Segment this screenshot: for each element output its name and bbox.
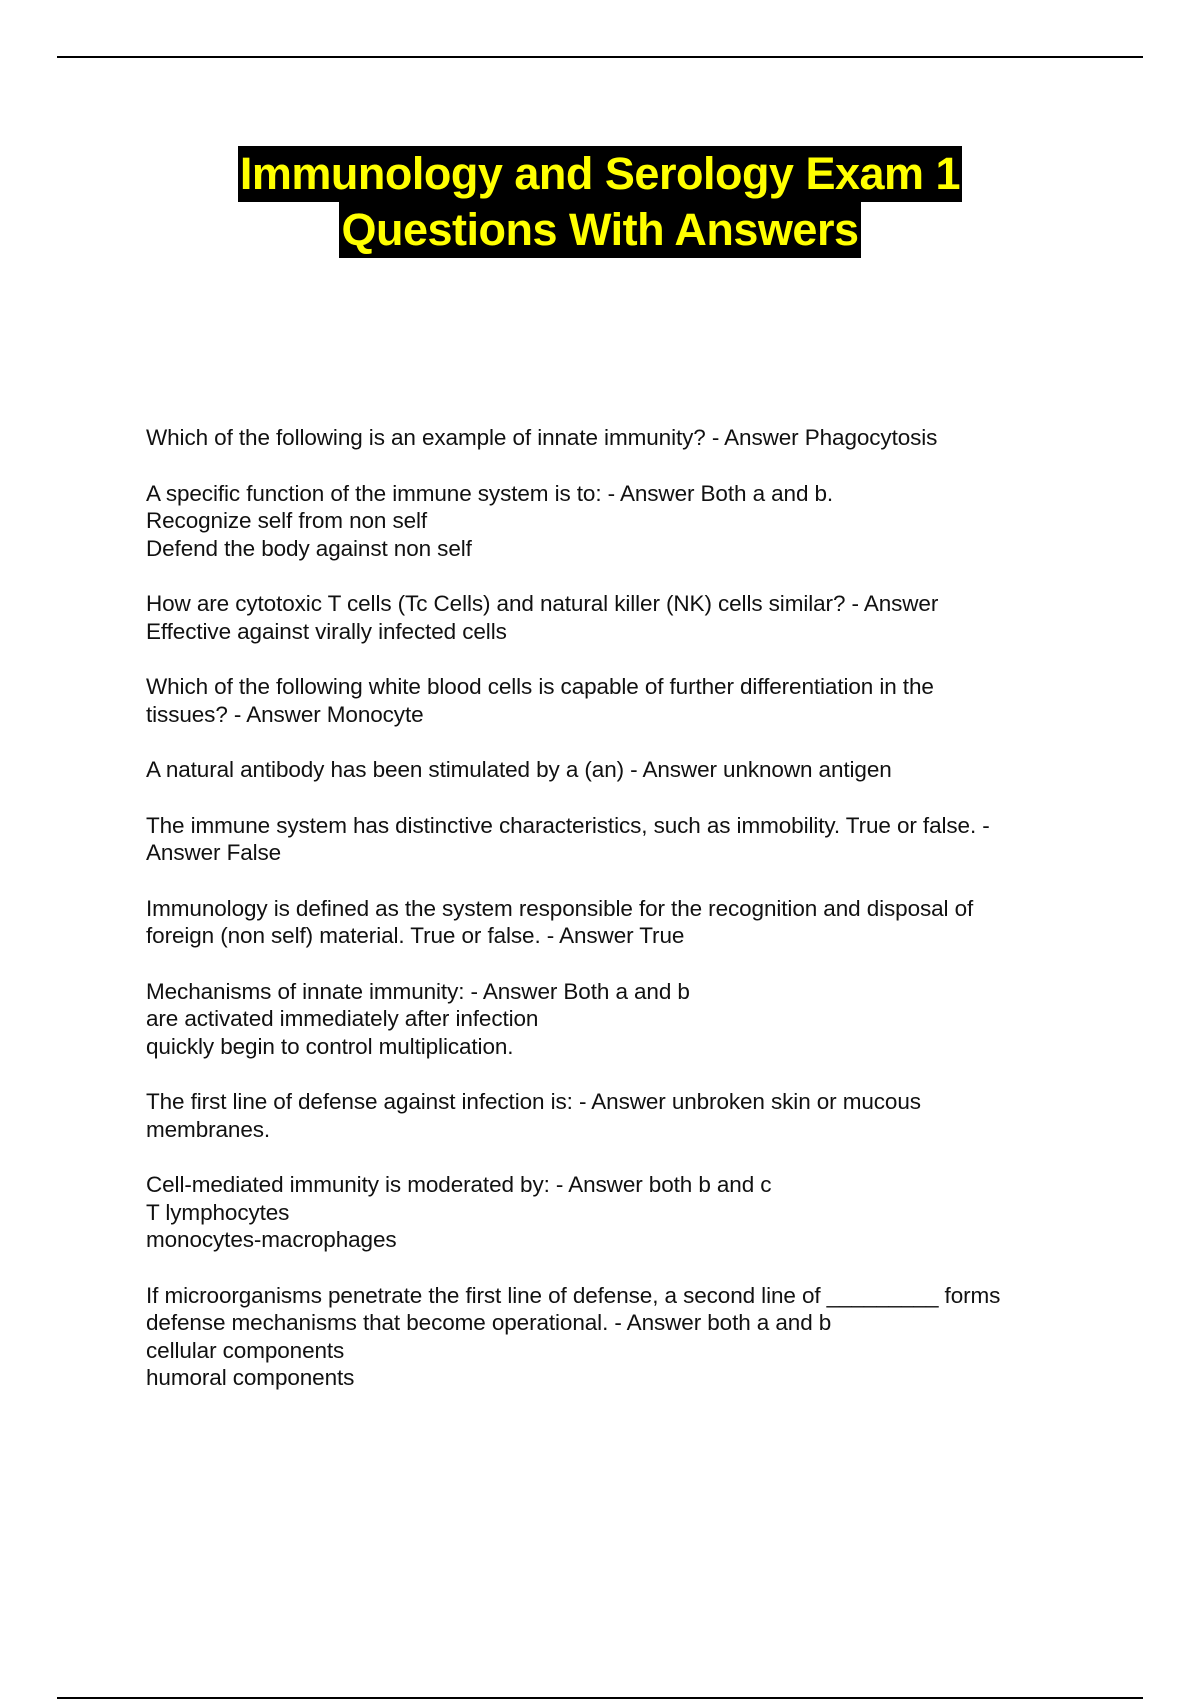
qa-list — [146, 424, 1076, 1420]
qa-line: A specific function of the immune system is to: - Answer Both a and b. — [146, 480, 834, 506]
qa-item-6 — [146, 812, 1076, 867]
qa-item-9 — [146, 1088, 1076, 1143]
qa-line: are activated immediately after infection — [146, 1006, 539, 1031]
qa-item-3 — [146, 590, 1076, 645]
qa-line: quickly begin to control multiplication. — [146, 1033, 514, 1059]
qa-line: If microorganisms penetrate the first line of defense, a second line of _________ forms — [146, 1282, 1001, 1308]
title-line-1: Immunology and Serology Exam 1 — [238, 146, 962, 202]
qa-item-5 — [146, 756, 1076, 784]
qa-line: Effective against virally infected cells — [146, 618, 507, 644]
qa-line: Recognize self from non self — [146, 508, 428, 533]
qa-item-1 — [146, 424, 1076, 452]
qa-item-2 — [146, 480, 1076, 563]
qa-line: Defend the body against non self — [146, 535, 472, 561]
qa-line: foreign (non self) material. True or false. - Answer True — [146, 923, 685, 948]
qa-item-10 — [146, 1171, 1076, 1254]
document-title — [0, 146, 1200, 258]
qa-line: tissues? - Answer Monocyte — [146, 701, 424, 727]
top-rule — [57, 56, 1143, 58]
qa-line: membranes. — [146, 1116, 271, 1142]
qa-line: Immunology is defined as the system responsible for the recognition and disposal of — [146, 895, 974, 921]
qa-line: T lymphocytes — [146, 1199, 290, 1225]
title-line-2: Questions With Answers — [339, 202, 860, 258]
qa-item-8 — [146, 978, 1076, 1061]
qa-line: Mechanisms of innate immunity: - Answer Both a and b — [146, 978, 690, 1004]
qa-line: Answer False — [146, 840, 282, 865]
qa-line: A natural antibody has been stimulated by a (an) - Answer unknown antigen — [146, 757, 892, 782]
qa-line: Which of the following is an example of innate immunity? - Answer Phagocytosis — [146, 425, 938, 450]
qa-line: cellular components — [146, 1337, 345, 1363]
qa-line: defense mechanisms that become operational. - Answer both a and b — [146, 1310, 832, 1335]
qa-line: humoral components — [146, 1365, 355, 1390]
qa-line: The immune system has distinctive characteristics, such as immobility. True or false. - — [146, 812, 990, 838]
qa-line: Cell-mediated immunity is moderated by: - Answer both b and c — [146, 1172, 772, 1197]
bottom-rule — [57, 1697, 1143, 1699]
qa-line: The first line of defense against infection is: - Answer unbroken skin or mucous — [146, 1089, 921, 1114]
qa-line: How are cytotoxic T cells (Tc Cells) and natural killer (NK) cells similar? - Answer — [146, 591, 939, 616]
qa-item-7 — [146, 895, 1076, 950]
qa-line: monocytes-macrophages — [146, 1227, 397, 1252]
qa-line: Which of the following white blood cells is capable of further differentiation in the — [146, 674, 934, 699]
qa-item-4 — [146, 673, 1076, 728]
qa-item-11 — [146, 1282, 1076, 1392]
